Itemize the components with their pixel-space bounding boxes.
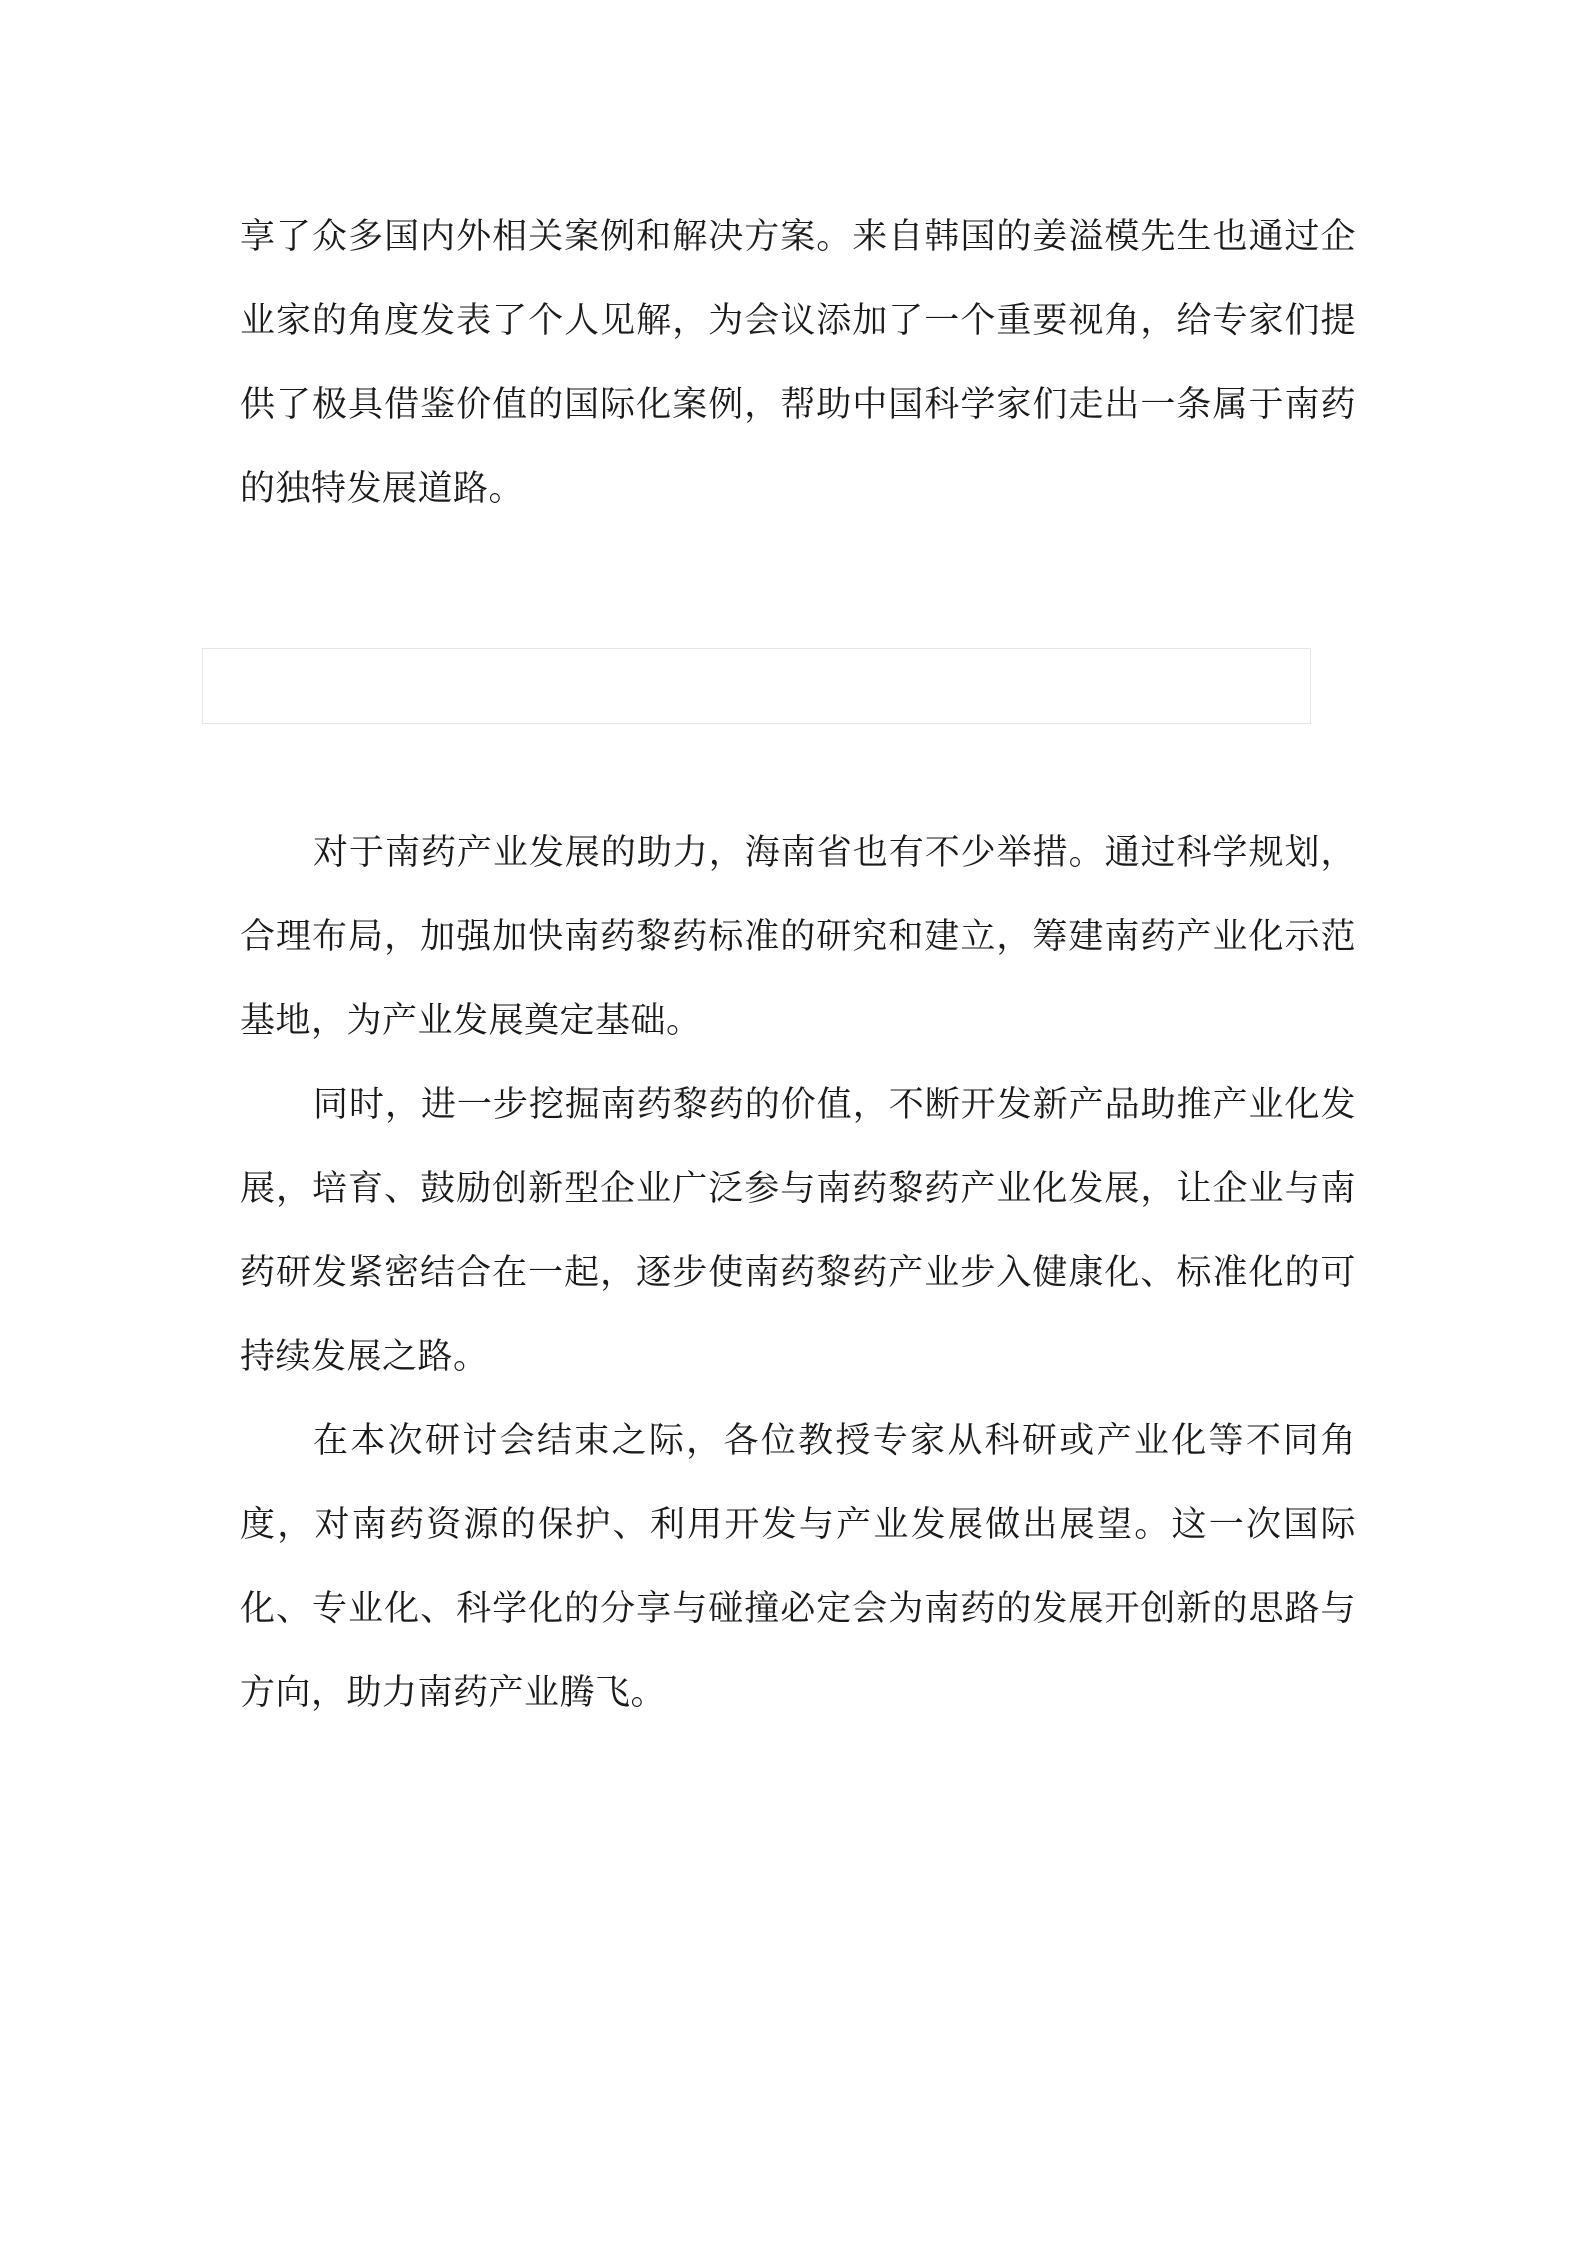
paragraph-2: 对于南药产业发展的助力，海南省也有不少举措。通过科学规划，合理布局，加强加快南药黎药标准的研究和建立，筹建南药产业化示范基地，为产业发展奠定基础。 [240,833,1356,1041]
paragraph-1: 享了众多国内外相关案例和解决方案。来自韩国的姜溢模先生也通过企业家的角度发表了个人见解，为会议添加了一个重要视角，给专家们提供了极具借鉴价值的国际化案例，帮助中国科学家们走出一条属于南药的独特发展道路。 [240,217,1356,509]
paragraph-4: 在本次研讨会结束之际，各位教授专家从科研或产业化等不同角度，对南药资源的保护、利用开发与产业发展做出展望。这一次国际化、专业化、科学化的分享与碰撞必定会为南药的发展开创新的思路与方向，助力南药产业腾飞。 [240,1421,1356,1713]
paragraph-3: 同时，进一步挖掘南药黎药的价值，不断开发新产品助推产业化发展，培育、鼓励创新型企业广泛参与南药黎药产业化发展，让企业与南药研发紧密结合在一起，逐步使南药黎药产业步入健康化、标准化的可持续发展之路。 [240,1085,1356,1377]
image-placeholder [202,648,1311,724]
